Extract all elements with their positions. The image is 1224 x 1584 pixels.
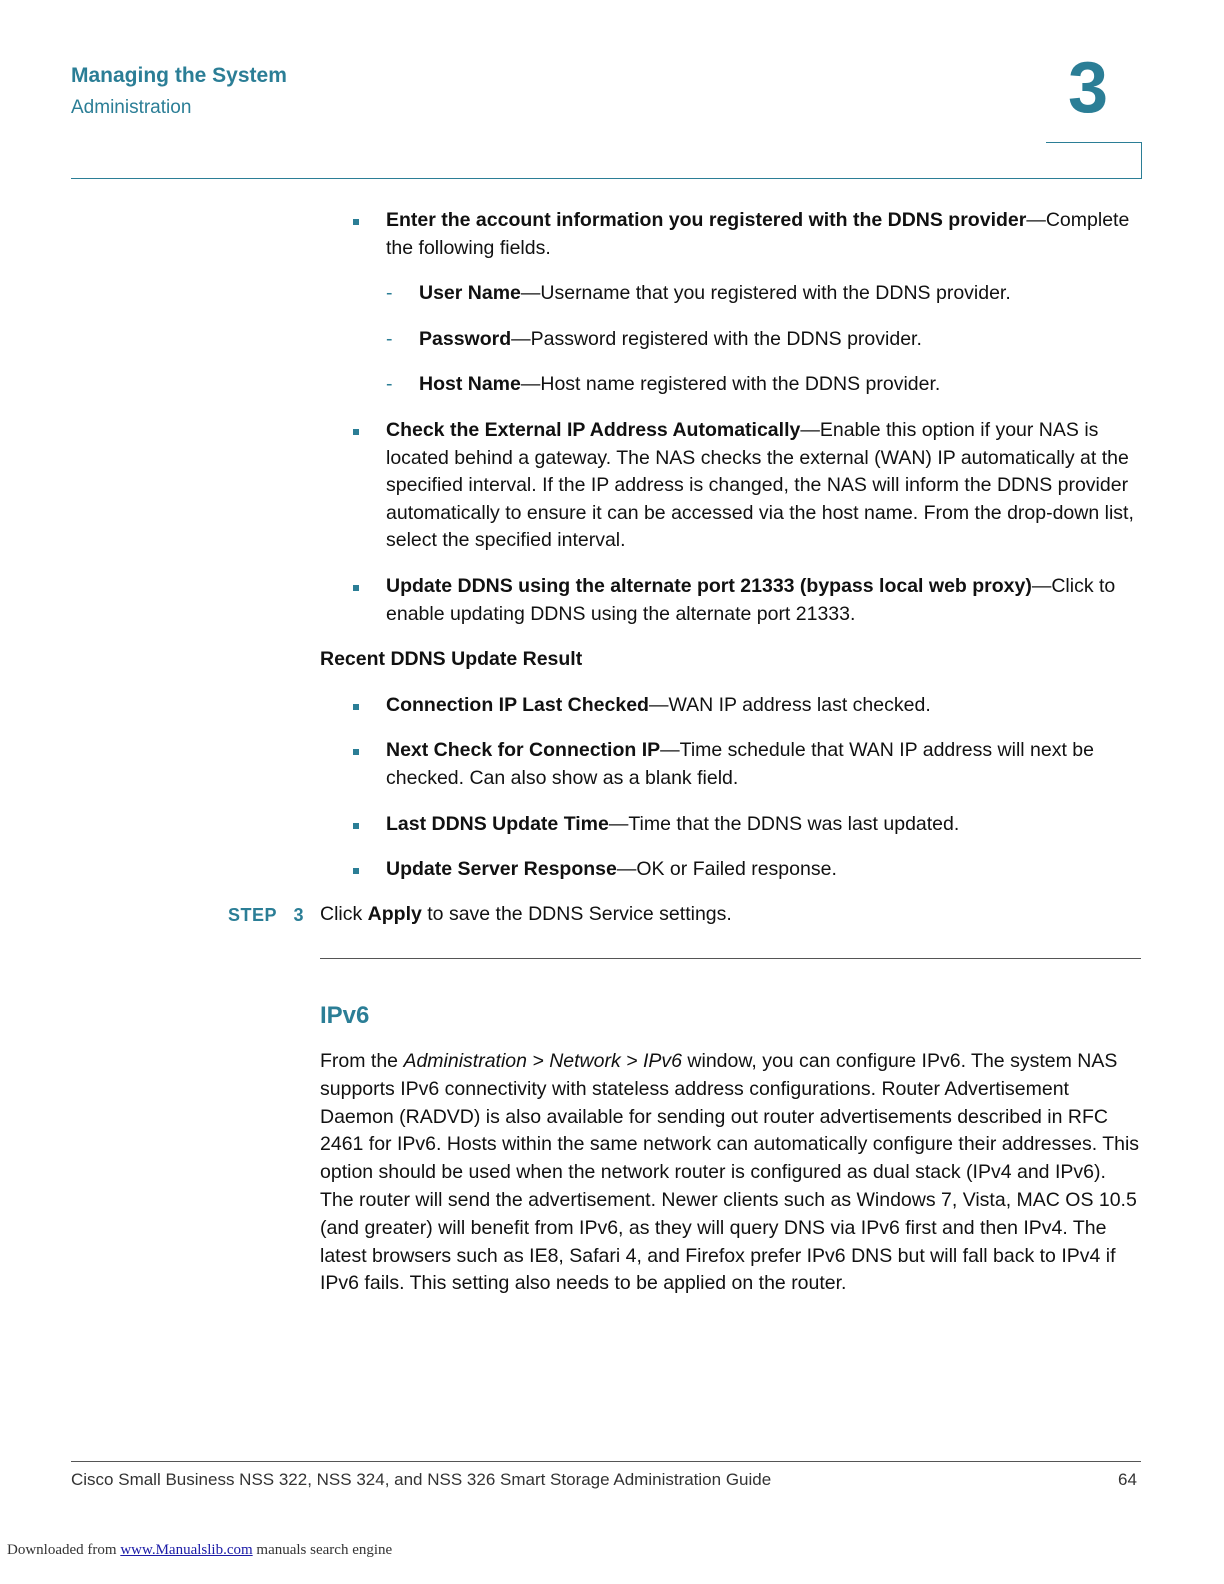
bullet-icon (353, 749, 359, 755)
bullet-icon (353, 585, 359, 591)
item-desc: —Enable this option if your NAS is located behind a gateway. The NAS checks the external (WAN) IP automatically at the specified interval. If the IP address is changed, the NAS will inform the DDNS provider automatically to ensure it can be accessed via the host name. From the drop-down list, select the specified interval. (386, 419, 1134, 551)
bullet-icon (353, 868, 359, 874)
recent-ddns-heading: Recent DDNS Update Result (320, 648, 583, 670)
footer-divider (71, 1461, 1141, 1462)
dash-icon: - (386, 373, 393, 395)
bullet-icon (353, 429, 359, 435)
item-desc: —Host name registered with the DDNS provider. (520, 373, 941, 395)
ipv6-heading: IPv6 (320, 1002, 370, 1029)
header-divider (71, 178, 1142, 179)
step-label: STEP 3 (228, 905, 305, 925)
item-desc: —OK or Failed response. (616, 858, 837, 880)
page-number: 64 (1118, 1470, 1137, 1489)
item-desc: —Click to enable updating DDNS using the alternate port 21333. (386, 575, 1116, 625)
download-notice: Downloaded from www.Manualslib.com manuals search engine (7, 1542, 393, 1558)
step-number: 3 (293, 905, 305, 925)
ipv6-paragraph: From the Administration > Network > IPv6 window, you can configure IPv6. The system NAS supports IPv6 connectivity with stateless address configurations. Router Advertisement Daemon (RADVD) is also available for sending out router advertisements described in RFC 2461 for IPv6. Hosts within the same network can automatically configure their addresses. This option should be used when the network router is configured as dual stack (IPv4 and IPv6). The router will send the advertisement. Newer clients such as Windows 7, Vista, MAC OS 10.5 (and greater) will benefit from IPv6, as they will query DNS via IPv6 first and then IPv4. The latest browsers such as IE8, Safari 4, and Firefox prefer IPv6 DNS but will fall back to IPv4 if IPv6 fails. This setting also needs to be applied on the router. (320, 1050, 1140, 1295)
item-desc: —Password registered with the DDNS provider. (511, 328, 922, 350)
item-desc: —WAN IP address last checked. (648, 694, 931, 716)
item-term: Host Name (419, 373, 521, 395)
item-desc: —Complete the following fields. (386, 209, 1130, 259)
bullet-icon (353, 823, 359, 829)
item-desc: —Username that you registered with the DDNS provider. (520, 282, 1011, 304)
item-term: Update Server Response (386, 858, 617, 880)
apply-term: Apply (367, 903, 422, 925)
section-divider (320, 958, 1141, 959)
dash-icon: - (386, 328, 393, 350)
bullet-icon (353, 704, 359, 710)
chapter-number: 3 (1068, 48, 1109, 128)
item-term: Next Check for Connection IP (386, 739, 661, 761)
dash-icon: - (386, 282, 393, 304)
manualslib-link[interactable]: www.Manualslib.com (120, 1542, 253, 1558)
chapter-title: Managing the System (71, 64, 287, 87)
chapter-box-decoration (1046, 142, 1142, 178)
item-term: Last DDNS Update Time (386, 813, 609, 835)
item-term: Check the External IP Address Automatically (386, 419, 801, 441)
section-subtitle: Administration (71, 97, 192, 118)
item-term: User Name (419, 282, 521, 304)
item-desc: —Time schedule that WAN IP address will next be checked. Can also show as a blank field. (386, 739, 1094, 789)
step-instruction: Click Apply to save the DDNS Service settings. (320, 903, 732, 925)
item-term: Connection IP Last Checked (386, 694, 649, 716)
footer-guide-title: Cisco Small Business NSS 322, NSS 324, and NSS 326 Smart Storage Administration Guide (71, 1470, 772, 1489)
item-term: Password (419, 328, 512, 350)
item-term: Update DDNS using the alternate port 21333 (bypass local web proxy) (386, 575, 1032, 597)
item-term: Enter the account information you registered with the DDNS provider (386, 209, 1027, 231)
menu-path: Administration > Network > IPv6 (403, 1050, 682, 1072)
item-desc: —Time that the DDNS was last updated. (608, 813, 960, 835)
bullet-icon (353, 219, 359, 225)
